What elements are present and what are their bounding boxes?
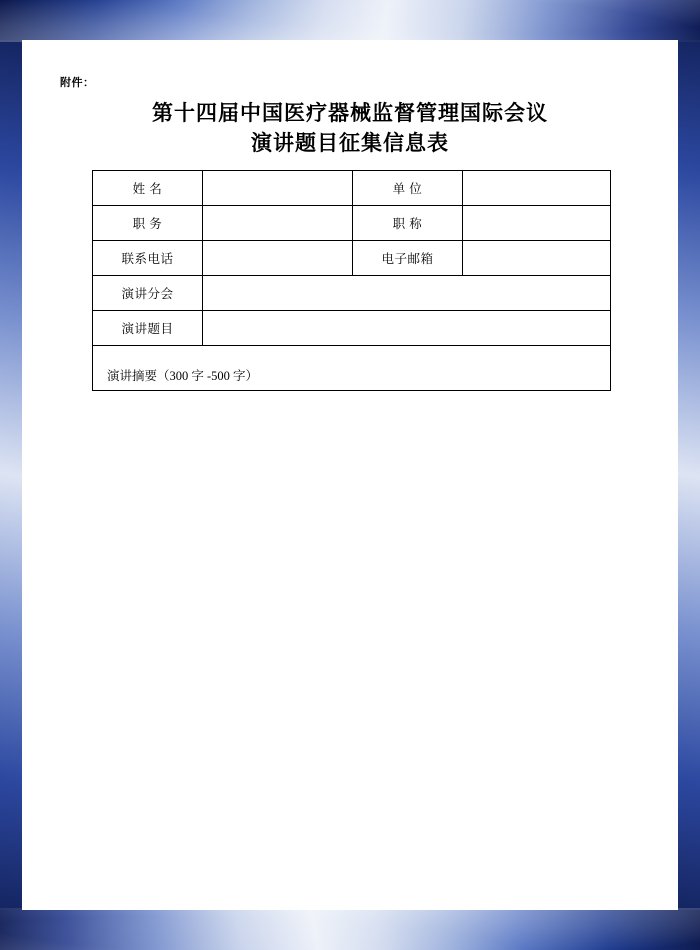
- field-label-title: 职 称: [353, 206, 463, 241]
- field-label-email: 电子邮箱: [353, 241, 463, 276]
- field-value-position[interactable]: [203, 206, 353, 241]
- field-value-topic[interactable]: [203, 311, 611, 346]
- table-row: [93, 241, 611, 276]
- speaker-info-table: [92, 170, 611, 391]
- page-border-top: [0, 0, 700, 40]
- page-title: [22, 98, 678, 158]
- attachment-label: 附件：: [60, 77, 95, 89]
- table-row: [93, 276, 611, 311]
- field-value-phone[interactable]: [203, 241, 353, 276]
- field-value-title[interactable]: [463, 206, 611, 241]
- page-title-line-2: 演讲题目征集信息表: [251, 131, 449, 155]
- page-border-right: [678, 0, 700, 950]
- field-label-name: 姓 名: [93, 171, 203, 206]
- field-label-organization: 单 位: [353, 171, 463, 206]
- field-label-position: 职 务: [93, 206, 203, 241]
- field-value-organization[interactable]: [463, 171, 611, 206]
- table-row-abstract: [93, 346, 611, 391]
- table-row: [93, 311, 611, 346]
- field-label-session: 演讲分会: [93, 276, 203, 311]
- page-border-top-highlight: [0, 0, 700, 42]
- table-row: [93, 171, 611, 206]
- field-value-email[interactable]: [463, 241, 611, 276]
- page-border-left: [0, 0, 22, 950]
- page-title-line-1: 第十四届中国医疗器械监督管理国际会议: [152, 101, 548, 125]
- table-row: [93, 206, 611, 241]
- field-label-phone: 联系电话: [93, 241, 203, 276]
- field-label-topic: 演讲题目: [93, 311, 203, 346]
- document-content: [22, 40, 678, 910]
- field-label-abstract: 演讲摘要（300 字 -500 字）: [107, 369, 259, 383]
- field-value-name[interactable]: [203, 171, 353, 206]
- page-border-bottom-highlight: [0, 908, 700, 950]
- field-value-abstract[interactable]: [93, 346, 611, 391]
- field-value-session[interactable]: [203, 276, 611, 311]
- page-border-bottom: [0, 910, 700, 950]
